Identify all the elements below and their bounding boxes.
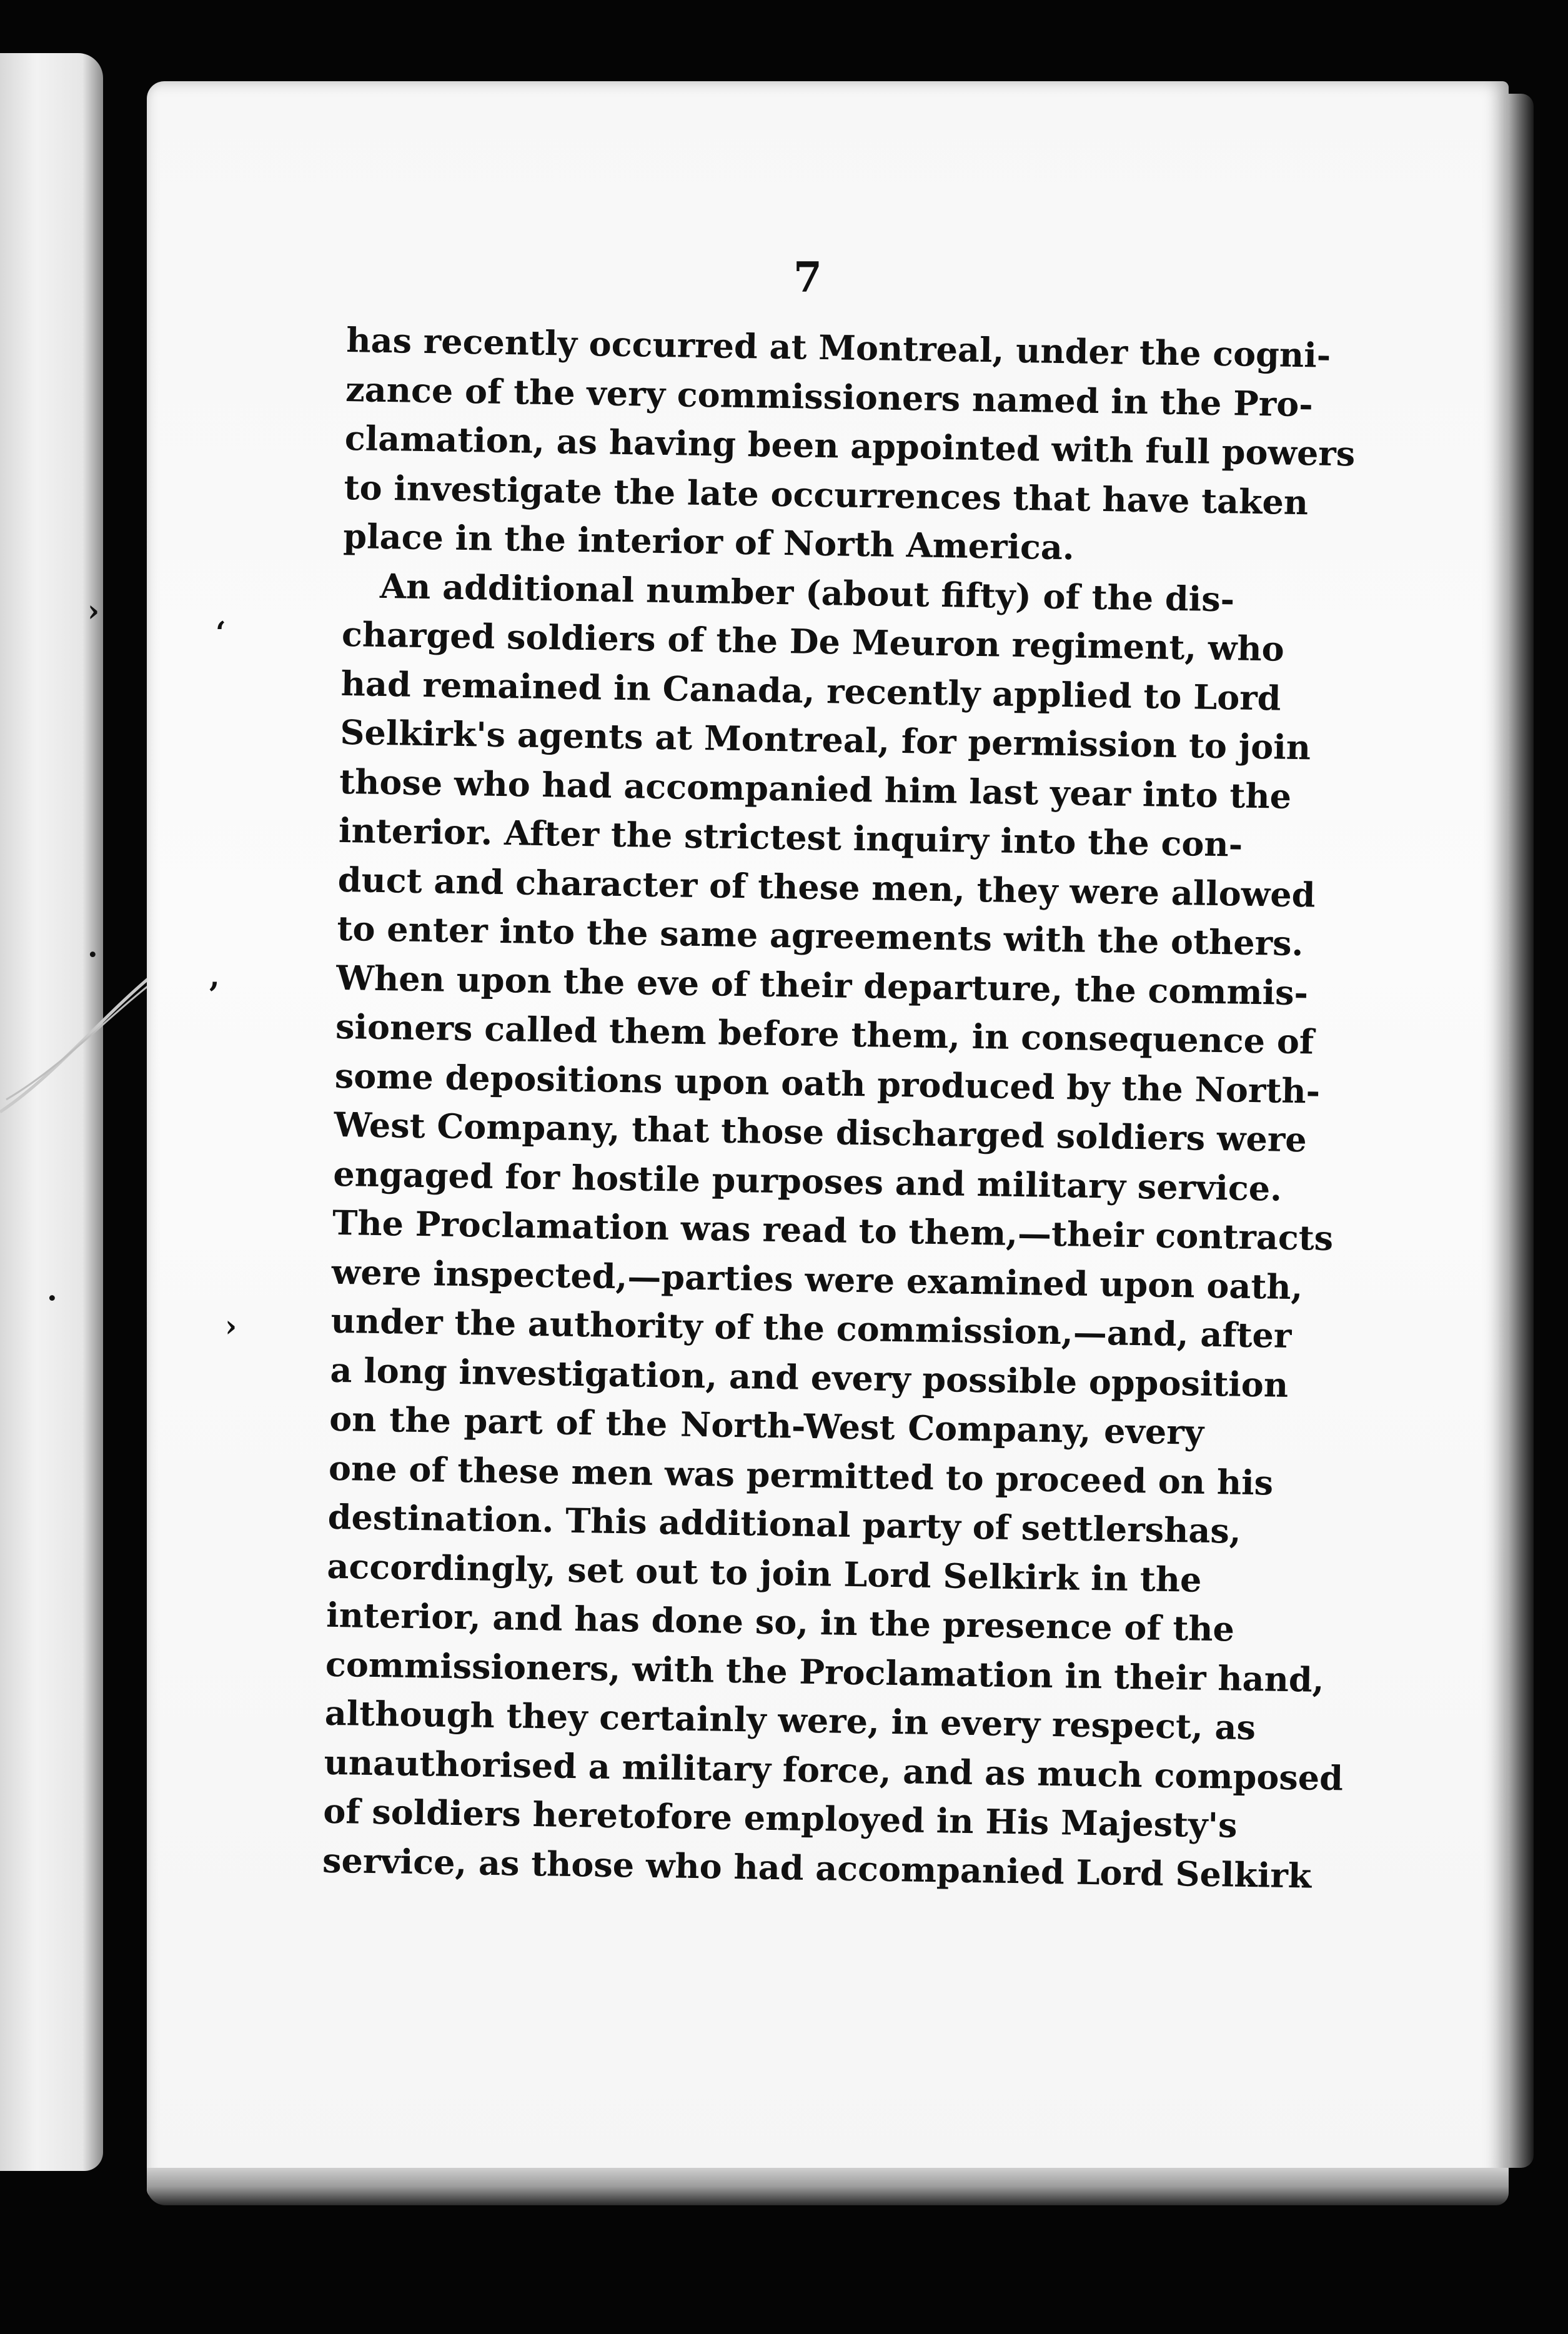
text-line: of soldiers heretofore employed in His Majesty's — [322, 1790, 1238, 1845]
text-line: were inspected,—parties were examined upon oath, — [331, 1251, 1303, 1307]
text-line: West Company, that those discharged soldiers were — [334, 1104, 1307, 1160]
text-line: accordingly, set out to join Lord Selkirk in the — [327, 1546, 1202, 1600]
body-text — [322, 315, 1356, 1899]
margin-mark: ‘ — [216, 615, 226, 650]
text-line: those who had accompanied him last year into the — [339, 761, 1292, 817]
text-line: one of these men was permitted to proceed on his — [328, 1448, 1274, 1503]
text-line: sioners called them before them, in consequence of — [335, 1006, 1314, 1062]
text-line: zance of the very commissioners named in the Pro- — [345, 369, 1314, 424]
text-line: commissioners, with the Proclamation in their hand, — [325, 1644, 1324, 1700]
text-line: charged soldiers of the De Meuron regiment, who — [341, 613, 1285, 669]
margin-mark: , — [209, 959, 220, 994]
facing-page-mark: · — [47, 1281, 57, 1316]
text-line: some depositions upon oath produced by the North- — [334, 1055, 1321, 1111]
text-line: clamation, as having been appointed with full powers — [344, 417, 1356, 474]
margin-mark: › — [225, 1309, 237, 1344]
text-line: unauthorised a military force, and as much composed — [324, 1742, 1344, 1798]
text-line: destination. This additional party of settlershas, — [327, 1496, 1242, 1551]
facing-page-mark: · — [87, 937, 98, 972]
text-line: although they certainly were, in every respect, as — [324, 1692, 1256, 1748]
text-line: to enter into the same agreements with the others. — [337, 908, 1304, 964]
text-line: duct and character of these men, they were allowed — [337, 859, 1316, 915]
text-line: has recently occurred at Montreal, under the cogni- — [345, 319, 1331, 375]
page-edge-bottom — [147, 2168, 1509, 2205]
text-line: engaged for hostile purposes and military service. — [332, 1153, 1283, 1209]
page-number: 7 — [793, 253, 822, 302]
text-line: to investigate the late occurrences that have taken — [344, 467, 1309, 522]
text-line: interior. After the strictest inquiry into the con- — [338, 810, 1243, 865]
text-line: The Proclamation was read to them,—their contracts — [332, 1202, 1334, 1258]
text-line: under the authority of the commission,—and, after — [330, 1300, 1292, 1356]
facing-page-mark: › — [87, 593, 100, 628]
text-line: had remained in Canada, recently applied to Lord — [340, 663, 1281, 718]
text-line: Selkirk's agents at Montreal, for permission to join — [340, 712, 1311, 768]
text-line: place in the interior of North America. — [342, 515, 1075, 568]
text-line: service, as those who had accompanied Lord Selkirk — [322, 1840, 1312, 1896]
text-line: a long investigation, and every possible opposition — [329, 1349, 1289, 1405]
text-line: When upon the eve of their departure, the commis- — [335, 957, 1309, 1013]
text-line: on the part of the North-West Company, every — [329, 1398, 1204, 1453]
text-line: interior, and has done so, in the presence of the — [325, 1594, 1235, 1649]
text-line: An additional number (about fifty) of the dis- — [379, 565, 1235, 619]
